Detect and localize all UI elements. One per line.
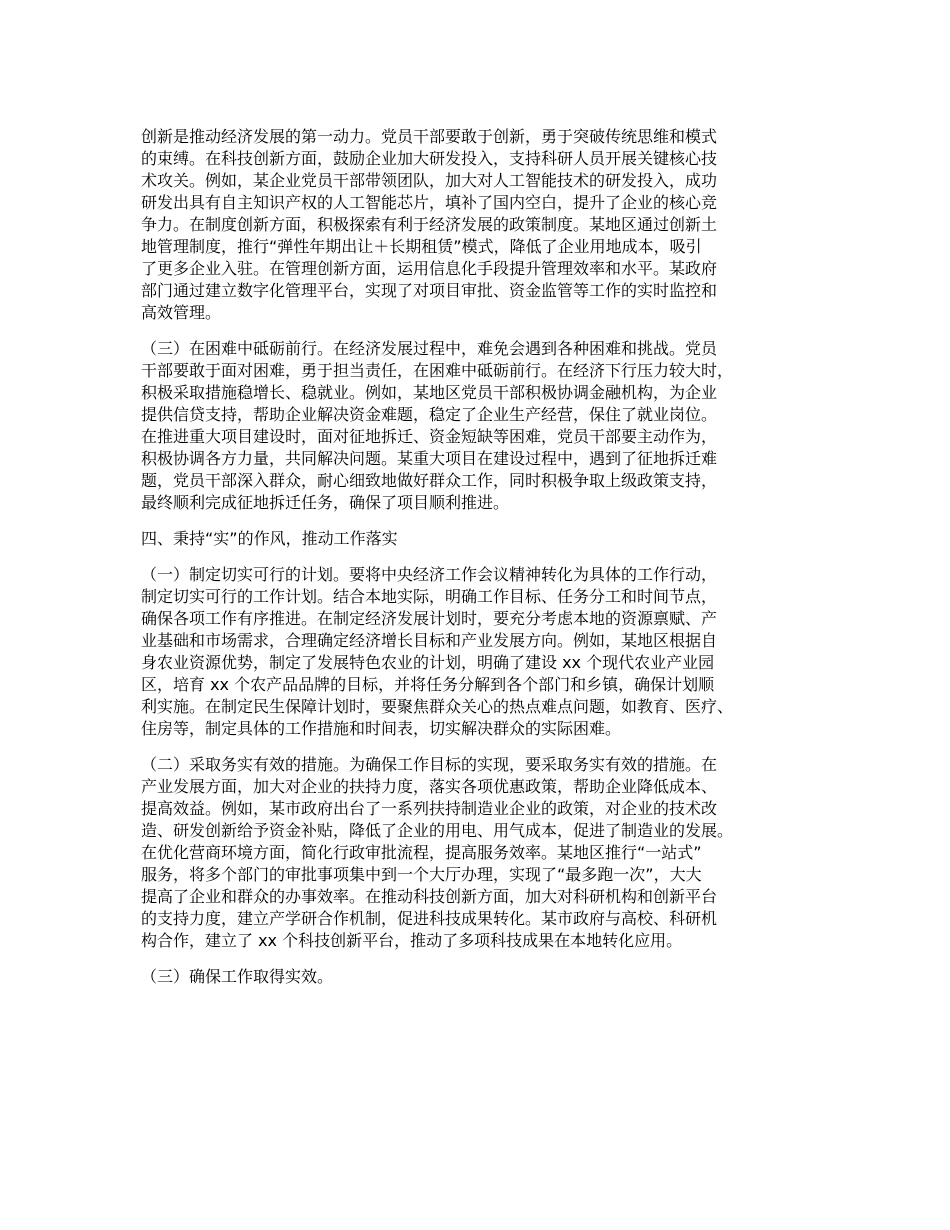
paragraph [141, 966, 823, 988]
text-line: 身农业资源优势，制定了发展特色农业的计划，明确了建设 xx 个现代农业产业园 [141, 653, 715, 672]
text-line: 的支持力度，建立产学研合作机制，促进科技成果转化。某市政府与高校、科研机 [141, 909, 718, 928]
text-line: 题，党员干部深入群众，耐心细致地做好群众工作，同时积极争取上级政策支持， [141, 471, 718, 490]
text-line: 创新是推动经济发展的第一动力。党员干部要敢于创新，勇于突破传统思维和模式 [141, 127, 718, 146]
paragraph [141, 754, 823, 952]
text-line: 积极采取措施稳增长、稳就业。例如，某地区党员干部积极协调金融机构，为企业 [141, 383, 718, 402]
text-line: 地管理制度，推行“弹性年期出让＋长期租赁”模式，降低了企业用地成本，吸引 [141, 237, 702, 256]
text-line: 服务，将多个部门的审批事项集中到一个大厅办理，实现了“最多跑一次”，大大 [141, 865, 702, 884]
text-line: 高效管理。 [141, 303, 222, 322]
section-heading [141, 528, 823, 550]
text-line: 四、秉持“实”的作风，推动工作落实 [141, 529, 398, 548]
text-line: 产业发展方面，加大对企业的扶持力度，落实各项优惠政策，帮助企业降低成本、 [141, 777, 718, 796]
text-line: 制定切实可行的工作计划。结合本地实际，明确工作目标、任务分工和时间节点， [141, 587, 718, 606]
text-line: 最终顺利完成征地拆迁任务，确保了项目顺利推进。 [141, 493, 510, 512]
text-line: 部门通过建立数字化管理平台，实现了对项目审批、资金监管等工作的实时监控和 [141, 281, 718, 300]
text-line: （一）制定切实可行的计划。要将中央经济工作会议精神转化为具体的工作行动， [141, 565, 718, 584]
text-line: 区，培育 xx 个农产品品牌的目标，并将任务分解到各个部门和乡镇，确保计划顺 [141, 675, 715, 694]
paragraph [141, 564, 823, 740]
text-line: 利实施。在制定民生保障计划时，要聚焦群众关心的热点难点问题，如教育、医疗、 [141, 697, 734, 716]
text-line: 的束缚。在科技创新方面，鼓励企业加大研发投入，支持科研人员开展关键核心技 [141, 149, 718, 168]
text-line: 提高效益。例如，某市政府出台了一系列扶持制造业企业的政策，对企业的技术改 [141, 799, 718, 818]
text-line: 干部要敢于面对困难，勇于担当责任，在困难中砥砺前行。在经济下行压力较大时， [141, 361, 734, 380]
text-line: 术攻关。例如，某企业党员干部带领团队，加大对人工智能技术的研发投入，成功 [141, 171, 718, 190]
text-line: 住房等，制定具体的工作措施和时间表，切实解决群众的实际困难。 [141, 719, 622, 738]
text-line: 积极协调各方力量，共同解决问题。某重大项目在建设过程中，遇到了征地拆迁难 [141, 449, 718, 468]
paragraph [141, 126, 823, 324]
text-line: 在优化营商环境方面，简化行政审批流程，提高服务效率。某地区推行“一站式” [141, 843, 702, 862]
text-line: 业基础和市场需求，合理确定经济增长目标和产业发展方向。例如，某地区根据自 [141, 631, 718, 650]
text-line: （二）采取务实有效的措施。为确保工作目标的实现，要采取务实有效的措施。在 [141, 755, 718, 774]
text-line: 确保各项工作有序推进。在制定经济发展计划时，要充分考虑本地的资源禀赋、产 [141, 609, 718, 628]
text-line: 造、研发创新给予资金补贴，降低了企业的用电、用气成本，促进了制造业的发展。 [141, 821, 734, 840]
text-line: 构合作，建立了 xx 个科技创新平台，推动了多项科技成果在本地转化应用。 [141, 931, 683, 950]
text-line: 提供信贷支持，帮助企业解决资金难题，稳定了企业生产经营，保住了就业岗位。 [141, 405, 718, 424]
text-line: 提高了企业和群众的办事效率。在推动科技创新方面，加大对科研机构和创新平台 [141, 887, 718, 906]
text-line: 了更多企业入驻。在管理创新方面，运用信息化手段提升管理效率和水平。某政府 [141, 259, 718, 278]
text-line: （三）在困难中砥砺前行。在经济发展过程中，难免会遇到各种困难和挑战。党员 [141, 339, 718, 358]
text-line: 在推进重大项目建设时，面对征地拆迁、资金短缺等困难，党员干部要主动作为， [141, 427, 718, 446]
paragraph [141, 338, 823, 514]
text-line: 研发出具有自主知识产权的人工智能芯片，填补了国内空白，提升了企业的核心竞 [141, 193, 718, 212]
text-line: 争力。在制度创新方面，积极探索有利于经济发展的政策制度。某地区通过创新土 [141, 215, 718, 234]
document-page [141, 126, 823, 1002]
text-line: （三）确保工作取得实效。 [141, 967, 334, 986]
